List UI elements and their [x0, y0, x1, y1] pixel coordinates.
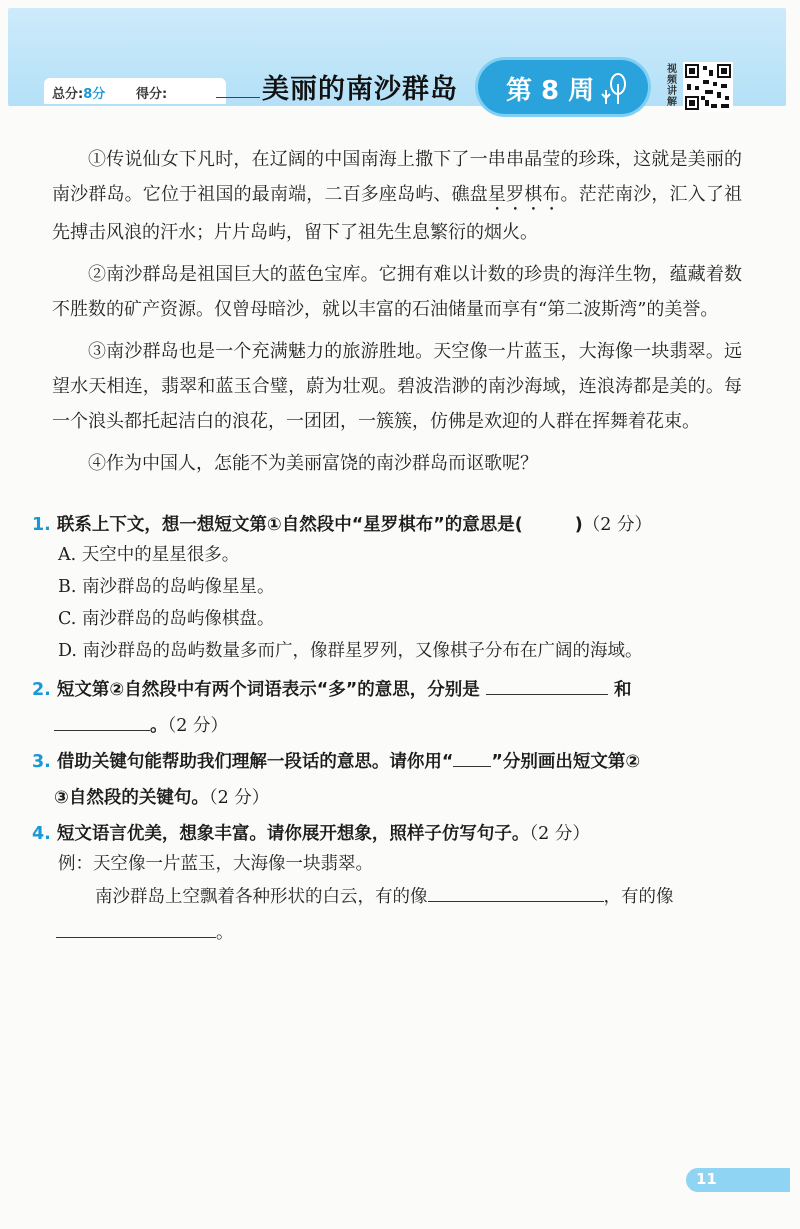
question-number: 4. — [32, 824, 51, 844]
question-2: 2. 短文第②自然段中有两个词语表示“多”的意思，分别是 和 。（2 分） — [32, 672, 742, 744]
paragraph-4: ④作为中国人，怎能不为美丽富饶的南沙群岛而讴歌呢？ — [88, 453, 538, 474]
question-3: 3. 借助关键句能帮助我们理解一段话的意思。请你用“ ”分别画出短文第② ③自然段的关键句。（2 分） — [32, 744, 742, 816]
underline-sample — [453, 746, 491, 767]
page-number: 11 — [696, 1170, 717, 1188]
week-badge — [478, 60, 648, 114]
q4-prompt: 南沙群岛上空飘着各种形状的白云，有的像 ，有的像 — [95, 881, 745, 912]
q4-second-line: 。 — [56, 917, 234, 948]
paragraph-1: ①传说仙女下凡时，在辽阔的中国南海上撒下了一串串晶莹的珍珠，这就是美丽的南沙群岛。它位于祖国的最南端，二百多座岛屿、礁盘星罗棋布。茫茫南沙，汇入了祖先搏击风浪的汗水；片片岛屿，留下了祖先生息繁衍的烟火。 — [52, 149, 743, 243]
question-1: 1. 联系上下文，想一想短文第①自然段中“星罗棋布”的意思是( )（2 分） — [32, 515, 652, 535]
reading-passage — [52, 142, 742, 488]
question-text: 联系上下文，想一想短文第①自然段中“星罗棋布”的意思是( — [56, 515, 523, 535]
option-b[interactable]: B. 南沙群岛的岛屿像星星。 — [58, 577, 275, 597]
question-number: 2. — [32, 680, 51, 700]
score-box — [44, 78, 226, 104]
answer-blank-2[interactable] — [56, 917, 216, 938]
emphasized-phrase: 星罗棋布 — [487, 184, 561, 205]
example-sentence: 例：天空像一片蓝玉，大海像一块翡翠。 — [58, 854, 373, 874]
qr-label: 视频讲解 — [667, 64, 677, 108]
paragraph-2: ②南沙群岛是祖国巨大的蓝色宝库。它拥有难以计数的珍贵的海洋生物，蕴藏着数不胜数的矿产资源。仅曾母暗沙，就以丰富的石油储量而享有“第二波斯湾”的美誉。 — [52, 264, 742, 320]
question-text: 短文语言优美，想象丰富。请你展开想象，照样子仿写句子。 — [56, 824, 530, 844]
answer-blank-1[interactable] — [428, 881, 604, 902]
points: （2 分） — [529, 824, 590, 844]
week-label: 第 8 周 — [506, 76, 595, 106]
total-score-label: 总分: — [52, 87, 84, 102]
score-label: 得分: — [136, 87, 168, 102]
question-text: 短文第②自然段中有两个词语表示“多”的意思，分别是 — [56, 680, 480, 700]
score-blank[interactable] — [216, 97, 260, 98]
points: （2 分） — [208, 788, 270, 808]
tree-icon — [598, 72, 632, 106]
qr-code-icon[interactable] — [683, 62, 733, 112]
paragraph-3: ③南沙群岛也是一个充满魅力的旅游胜地。天空像一片蓝玉，大海像一块翡翠。远望水天相连，翡翠和蓝玉合璧，蔚为壮观。碧波浩渺的南沙海域，连浪涛都是美的。每一个浪头都托起洁白的浪花，一团团，一簇簇，仿佛是欢迎的人群在挥舞着花束。 — [52, 341, 742, 432]
points: （2 分） — [167, 716, 228, 736]
answer-blank-2[interactable] — [54, 710, 150, 731]
question-number: 1. — [32, 515, 51, 535]
total-score-value: 8分 — [83, 87, 106, 102]
question-4 — [32, 816, 742, 852]
page-title: 美丽的南沙群岛 — [262, 74, 458, 105]
page-number-tab — [686, 1168, 790, 1192]
option-d[interactable]: D. 南沙群岛的岛屿数量多而广，像群星罗列，又像棋子分布在广阔的海域。 — [58, 641, 643, 661]
question-number: 3. — [32, 752, 51, 772]
answer-blank-1[interactable] — [486, 674, 608, 695]
option-a[interactable]: A. 天空中的星星很多。 — [58, 545, 240, 565]
option-c[interactable]: C. 南沙群岛的岛屿像棋盘。 — [58, 609, 275, 629]
points: （2 分） — [582, 515, 652, 535]
